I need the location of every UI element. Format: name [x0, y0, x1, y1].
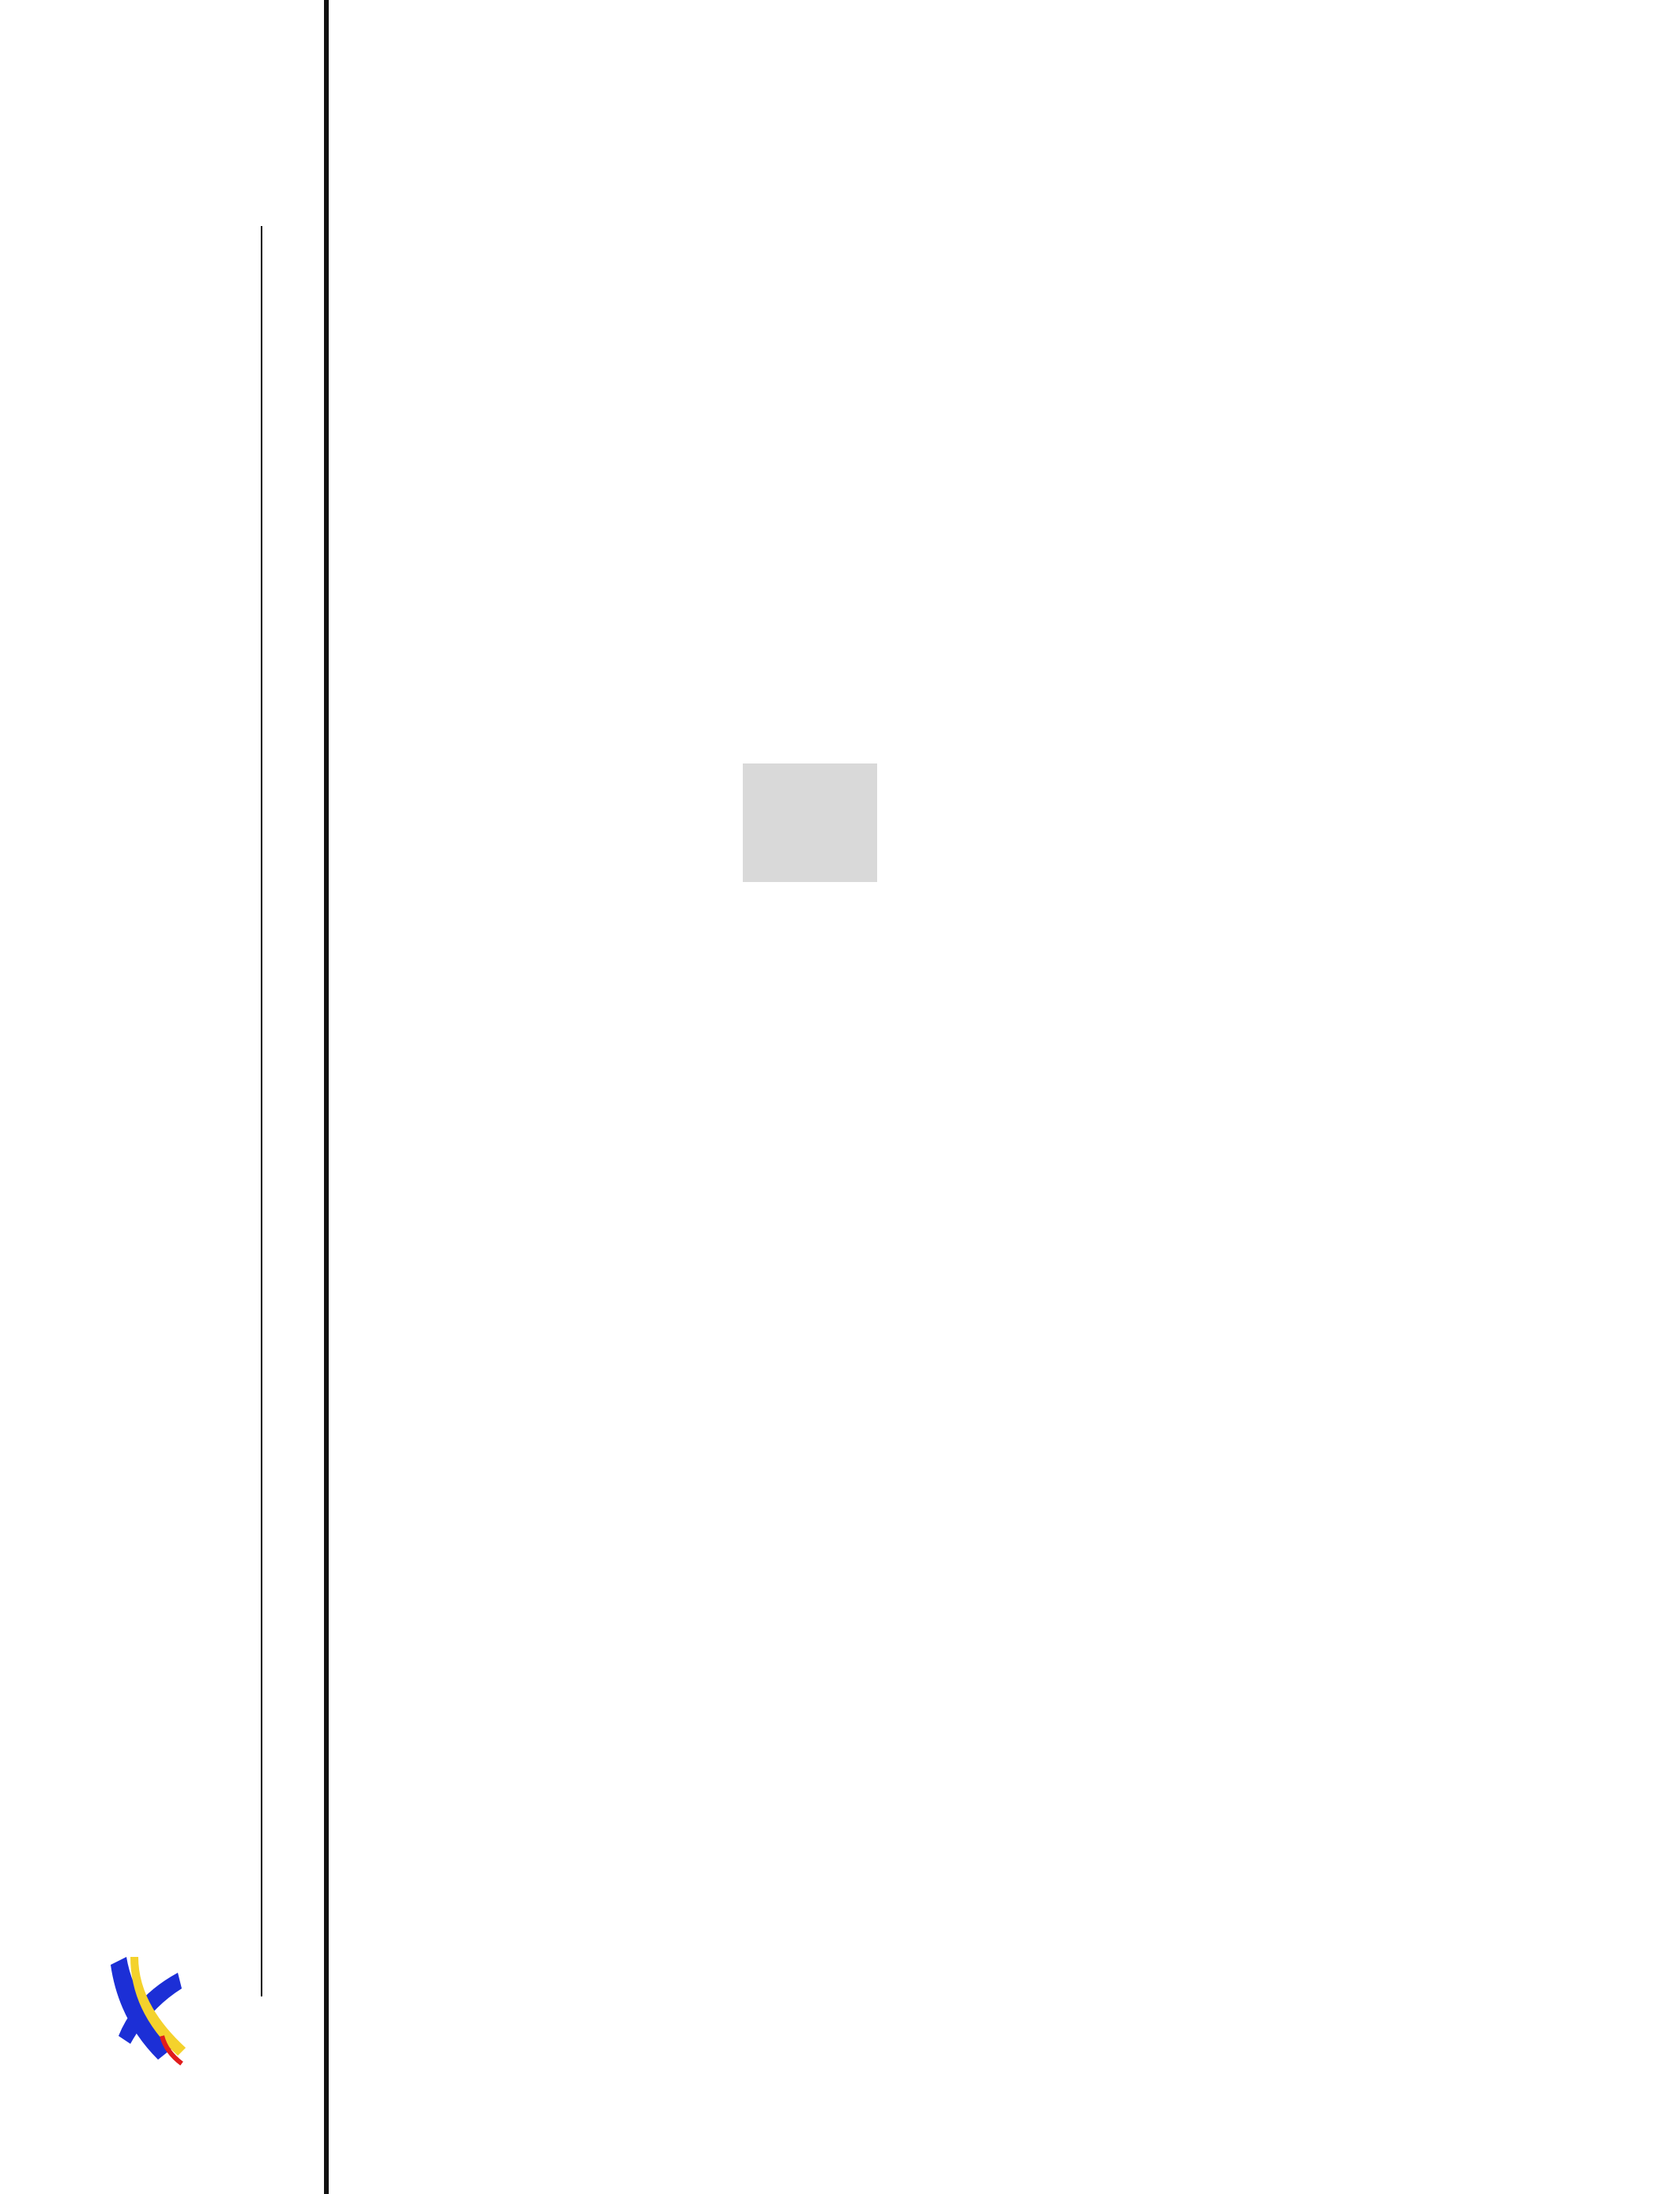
header-divider: [261, 226, 262, 1996]
grey-shade-block: [743, 763, 877, 882]
agencia-tributaria-logo-icon: [103, 1949, 190, 2068]
page-edge-bar: [324, 0, 329, 2194]
